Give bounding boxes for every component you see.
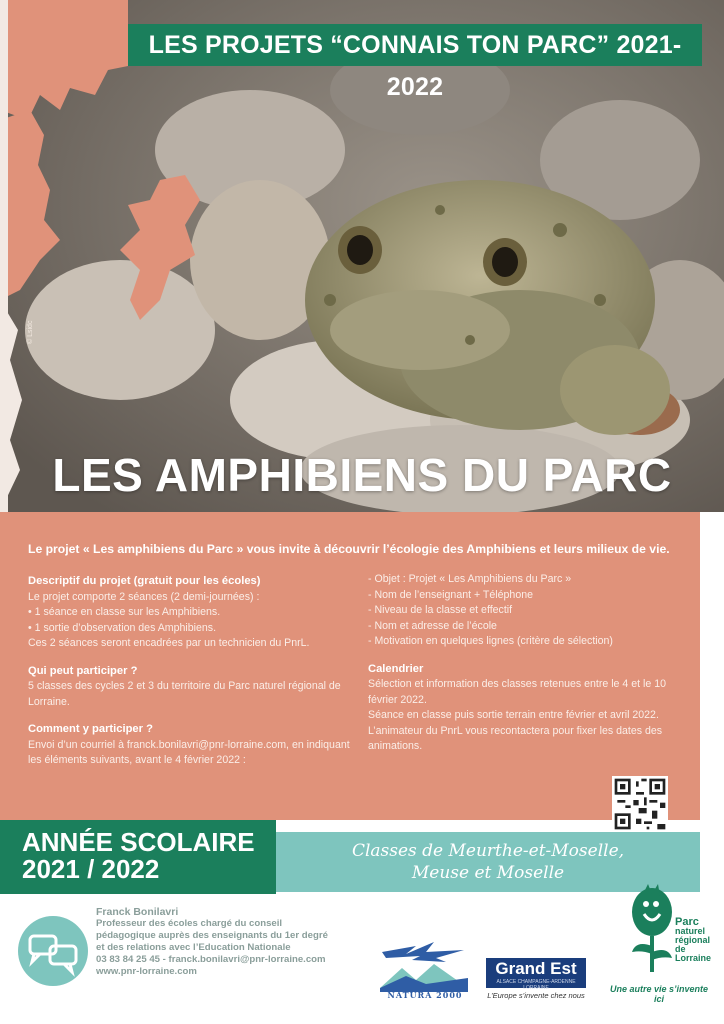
left-column [28, 574, 350, 769]
school-year-band [0, 820, 276, 894]
qui-heading: Qui peut participer ? [28, 664, 138, 677]
list-item: - Nom et adresse de l’école [368, 619, 497, 632]
qr-code[interactable] [612, 776, 668, 832]
list-item: - Nom de l’enseignant + Téléphone [368, 588, 533, 601]
grandest-subtitle: ALSACE CHAMPAGNE-ARDENNE LORRAINE [496, 979, 576, 991]
descriptif-line: Ces 2 séances seront encadrées par un technicien du PnrL. [28, 637, 310, 649]
comment-heading: Comment y participer ? [28, 723, 153, 735]
contact-role: Professeur des écoles chargé du conseil [96, 918, 283, 929]
school-year-label: ANNÉE SCOLAIRE [22, 827, 255, 857]
classes-line: Meuse et Moselle [411, 863, 565, 883]
list-item: - Niveau de la classe et effectif [368, 604, 513, 616]
calendrier-line: Sélection et information des classes retenues entre le 4 et le 10 février 2022. [368, 678, 666, 706]
grandest-logo [486, 958, 586, 991]
photo-credit: © Lsidc [27, 320, 34, 344]
calendrier-heading: Calendrier [368, 662, 424, 675]
right-column [368, 572, 694, 755]
comment-text: Envoi d’un courriel à franck.bonilavri@pnr-lorraine.com, en indiquant les éléments suivants, avant le 4 février 2022 : [28, 738, 350, 766]
calendrier-line: L’animateur du PnrL vous recontactera pour fixer les dates des animations. [368, 724, 663, 752]
info-block [0, 512, 700, 820]
descriptif-line: • 1 sortie d’observation des Amphibiens. [28, 621, 217, 634]
calendrier-line: Séance en classe puis sortie terrain entre février et avril 2022. [368, 709, 659, 721]
grandest-tagline: L’Europe s’invente chez nous [487, 991, 585, 1000]
contact-name: Franck Bonilavri [96, 906, 179, 918]
contact-website[interactable]: www.pnr-lorraine.com [96, 966, 197, 977]
intro-text: Le projet « Les amphibiens du Parc » vous invite à découvrir l’écologie des Amphibiens et leurs milieux de vie. [28, 542, 670, 556]
parc-word-line: de Lorraine [675, 944, 712, 963]
parc-word-line: régional [675, 935, 711, 945]
parc-tagline: Une autre vie s’invente ici [609, 984, 709, 1004]
list-item: - Objet : Projet « Les Amphibiens du Parc » [368, 573, 572, 585]
contact-role: pédagogique auprès des enseignants du 1er degré [96, 930, 328, 941]
list-item: - Motivation en quelques lignes (critère de sélection) [368, 635, 613, 647]
parc-word: Parc [675, 916, 699, 928]
parc-word-line: naturel [675, 926, 706, 936]
classes-line: Classes de Meurthe-et-Moselle, [351, 841, 625, 861]
qui-text: 5 classes des cycles 2 et 3 du territoire du Parc naturel régional de Lorraine. [28, 680, 341, 708]
natura-label: NATURA 2000 [387, 990, 463, 1000]
speech-bubble-icon [18, 916, 88, 986]
contact-role: et des relations avec l’Education Nationale [96, 942, 291, 953]
contact-phone-email[interactable]: 03 83 84 25 45 - franck.bonilavri@pnr-lorraine.com [96, 954, 326, 965]
descriptif-line: Le projet comporte 2 séances (2 demi-journées) : [28, 590, 260, 603]
descriptif-heading: Descriptif du projet (gratuit pour les écoles) [28, 575, 261, 587]
contact-block [96, 906, 346, 978]
parc-wordmark [675, 918, 715, 963]
school-year-value: 2021 / 2022 [22, 854, 160, 884]
main-title: LES AMPHIBIENS DU PARC [52, 449, 672, 501]
descriptif-line: • 1 séance en classe sur les Amphibiens. [28, 606, 221, 618]
top-banner: LES PROJETS “CONNAIS TON PARC” 2021-2022 [128, 24, 702, 66]
grandest-title: Grand Est [495, 959, 577, 978]
